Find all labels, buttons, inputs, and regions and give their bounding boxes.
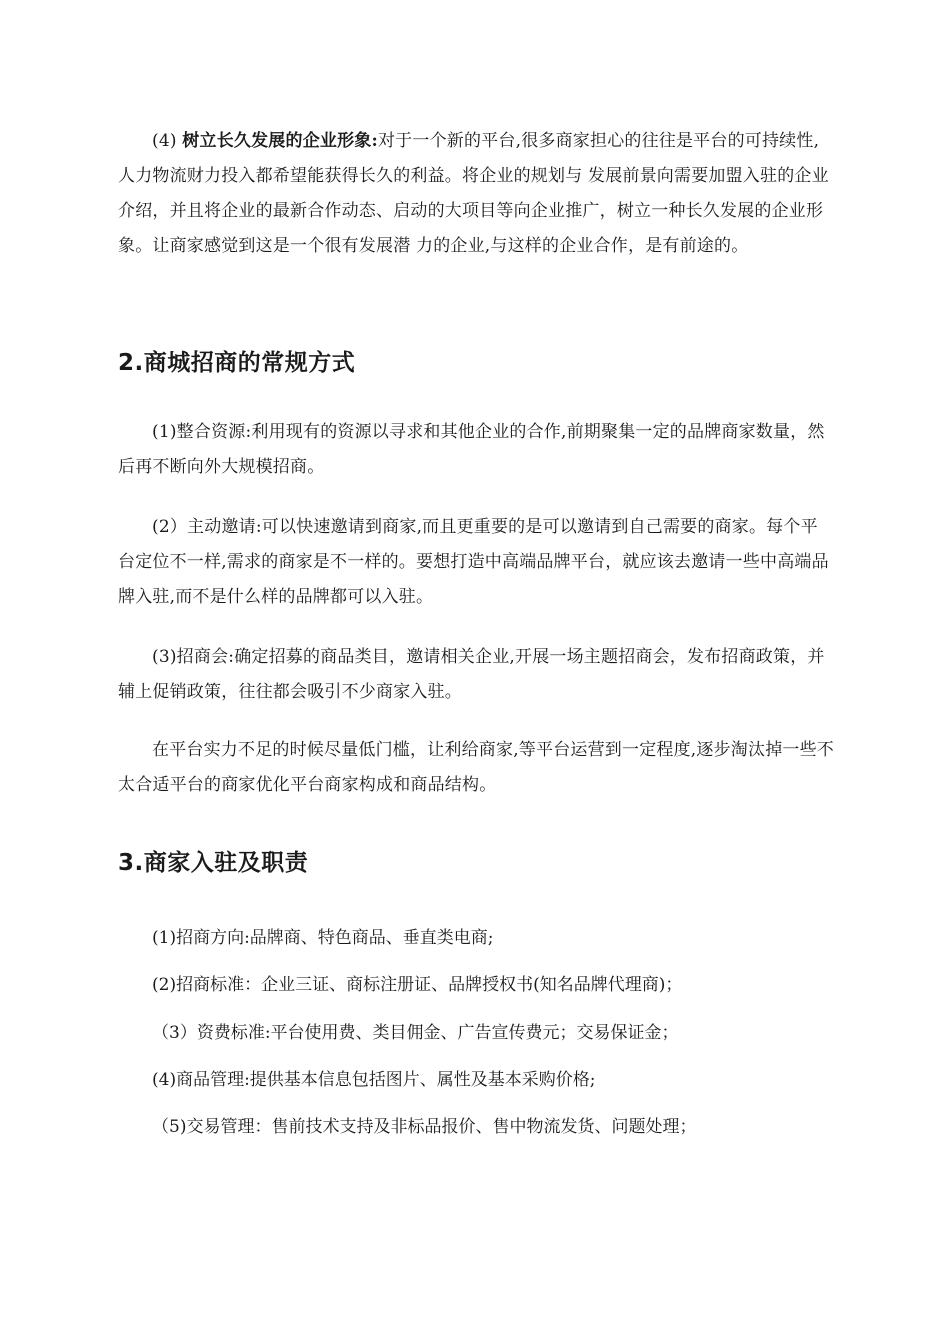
list-item: (1)招商方向:品牌商、特色商品、垂直类电商; xyxy=(152,928,494,948)
section-heading-2: 2.商城招商的常规方式 xyxy=(118,350,356,376)
paragraph-active-invite: (2）主动邀请:可以快速邀请到商家,而且更重要的是可以邀请到自己需要的商家。每个平台定位不一样,需求的商家是不一样的。要想打造中高端品牌平台，就应该去邀请一些中高端品牌入驻,而不是什么样的品牌都可以入驻。 xyxy=(118,517,829,607)
paragraph-low-threshold: 在平台实力不足的时候尽量低门槛，让利给商家,等平台运营到一定程度,逐步淘汰掉一些不太合适平台的商家优化平台商家构成和商品结构。 xyxy=(118,740,835,795)
paragraph-enterprise-image xyxy=(118,124,834,264)
list-item: (4)商品管理:提供基本信息包括图片、属性及基本采购价格; xyxy=(152,1070,596,1090)
section-heading-3: 3.商家入驻及职责 xyxy=(118,850,309,876)
paragraph-number: (4) xyxy=(152,131,177,151)
list-item: （3）资费标准:平台使用费、类目佣金、广告宣传费元；交易保证金； xyxy=(152,1023,679,1043)
paragraph-integrate-resources: (1)整合资源:利用现有的资源以寻求和其他企业的合作,前期聚集一定的品牌商家数量，然后再不断向外大规模招商。 xyxy=(118,422,825,477)
paragraph-investment-meeting: (3)招商会:确定招募的商品类目，邀请相关企业,开展一场主题招商会，发布招商政策，并辅上促销政策，往往都会吸引不少商家入驻。 xyxy=(118,647,825,702)
list-item: （5)交易管理：售前技术支持及非标品报价、售中物流发货、问题处理； xyxy=(152,1117,697,1137)
paragraph-lead-bold: 树立长久发展的企业形象: xyxy=(182,131,378,151)
list-item: (2)招商标准：企业三证、商标注册证、品牌授权书(知名品牌代理商)； xyxy=(152,975,683,995)
paragraph-body: 对于一个新的平台,很多商家担心的往往是平台的可持续性,人力物流财力投入都希望能获得长久的利益。将企业的规划与 发展前景向需要加盟入驻的企业介绍，并且将企业的最新合作动态、启动的大项目等向企业推广，树立一种长久发展的企业形象。让商家感觉到这是一个很有发展潜 力的企业,与这样的企业合作，是有前途的。 xyxy=(118,131,829,256)
